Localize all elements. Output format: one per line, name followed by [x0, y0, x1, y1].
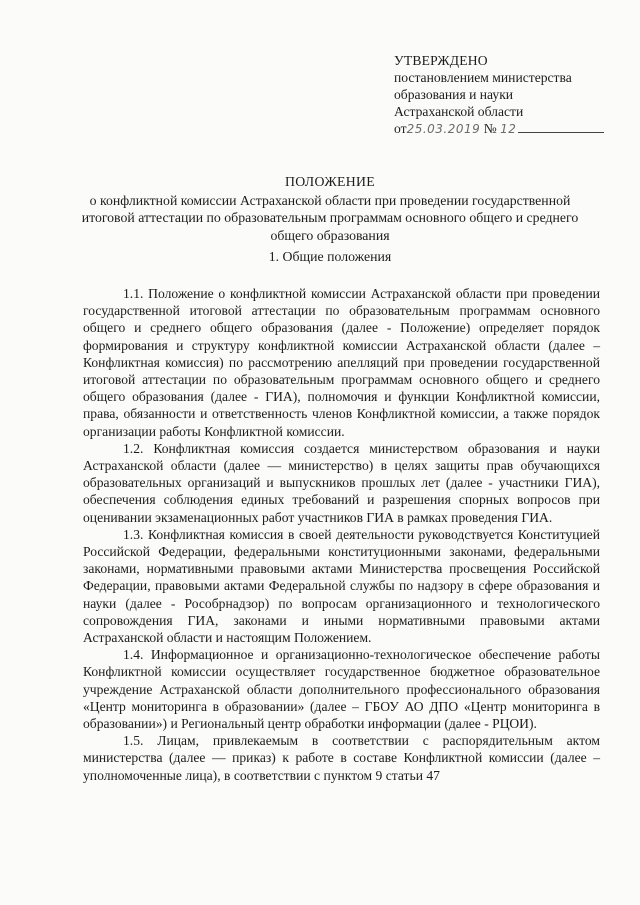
- number-prefix: №: [483, 121, 497, 136]
- document-title-block: [70, 173, 590, 244]
- handwritten-date: 25.03.2019: [406, 122, 481, 136]
- section-heading: 1. Общие положения: [268, 249, 392, 264]
- paragraph: 1.5. Лицам, привлекаемым в соответствии с распорядительным актом министерства (далее — приказ) к работе в составе Конфликтной комиссии (далее – уполномоченные лица), в соответствии с пунктом 9 статьи 47: [83, 733, 600, 783]
- paragraph: 1.2. Конфликтная комиссия создается министерством образования и науки Астраханской области (далее — министерство) в целях защиты прав обучающихся образовательных организаций и выпускников прошлых лет (далее - участники ГИА), обеспечения соблюдения единых требований и разрешения спорных вопросов при оценивании экзаменационных работ участников ГИА в рамках проведения ГИА.: [83, 440, 600, 525]
- paragraph: 1.4. Информационное и организационно-технологическое обеспечение работы Конфликтной комиссии осуществляет государственное бюджетное образовательное учреждение Астраханской области дополнительного профессионального образования «Центр мониторинга в образовании» (далее – ГБОУ АО ДПО «Центр мониторинга в образовании») и Региональный центр обработки информации (далее - РЦОИ).: [83, 647, 600, 732]
- approval-stamp: [394, 52, 599, 138]
- date-prefix: от: [394, 121, 407, 136]
- paragraph: 1.1. Положение о конфликтной комиссии Астраханской области при проведении государственной итоговой аттестации по образовательным программам основного общего и среднего общего образования (далее - Положение) определяет порядок формирования и структуру конфликтной комиссии Астраханской области (далее – Конфликтная комиссия) по рассмотрению апелляций при проведении государственной итоговой аттестации по образовательным программам основного общего и среднего общего образования (далее - ГИА), полномочия и функции Конфликтной комиссии, права, обязанности и ответственность членов Конфликтной комиссии, а также порядок организации работы Конфликтной комиссии.: [83, 286, 600, 439]
- approval-date-line: [394, 120, 599, 138]
- document-body: [83, 285, 600, 784]
- document-subtitle: о конфликтной комиссии Астраханской области при проведении государственной итоговой аттестации по образовательным программам основного общего и среднего общего образования: [81, 192, 579, 243]
- approval-line: образования и науки: [394, 87, 514, 102]
- approval-line: Астраханской области: [394, 104, 524, 119]
- paragraph: 1.3. Конфликтная комиссия в своей деятельности руководствуется Конституцией Российской Федерации, федеральными конституционными законами, федеральными законами, нормативными правовыми актами Министерства просвещения Российской Федерации, правовыми актами Федеральной службы по надзору в сфере образования и науки (далее - Рособрнадзор) по вопросам организационного и технологического сопровождения ГИА, законами и иными нормативными правовыми актами Астраханской области и настоящим Положением.: [83, 526, 600, 646]
- signature-rule: [518, 132, 604, 133]
- approval-heading: УТВЕРЖДЕНО: [394, 53, 488, 68]
- document-title: ПОЛОЖЕНИЕ: [284, 174, 376, 189]
- handwritten-number: 12: [500, 122, 517, 136]
- approval-line: постановлением министерства: [394, 70, 572, 85]
